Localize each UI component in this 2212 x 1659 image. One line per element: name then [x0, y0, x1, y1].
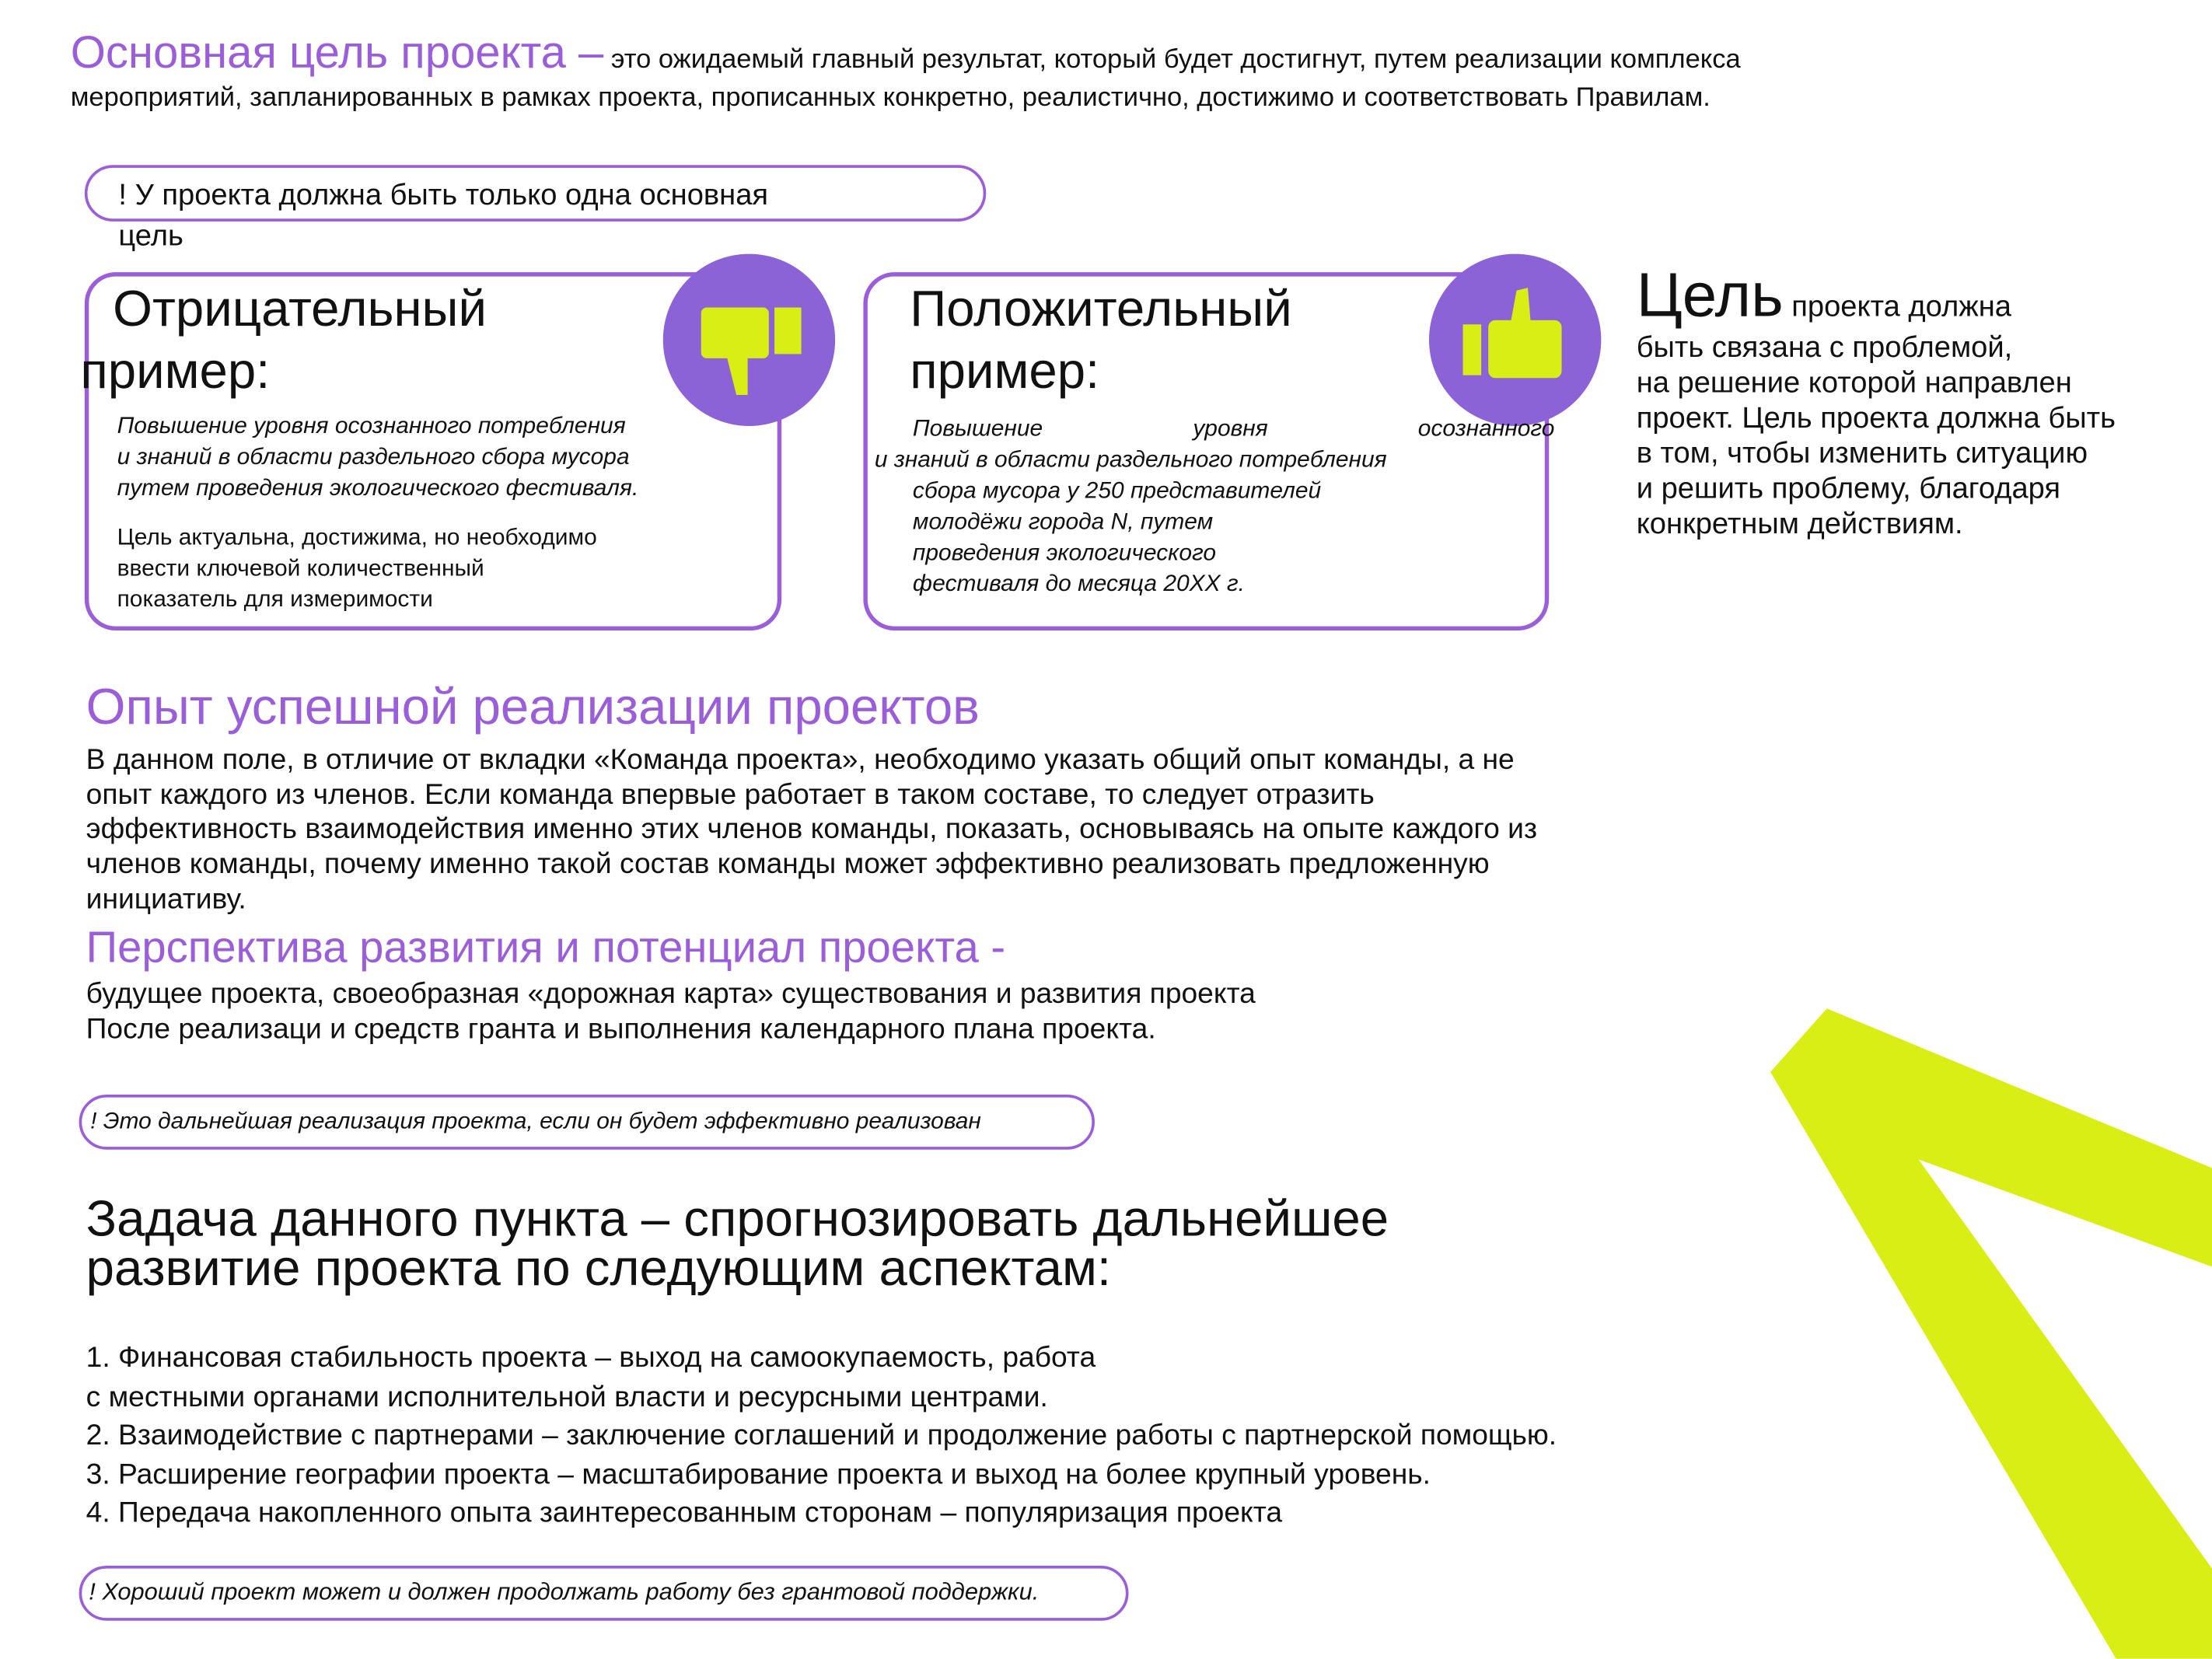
task-list	[86, 1339, 1557, 1532]
negative-title	[80, 278, 487, 402]
one-goal-note	[118, 175, 768, 257]
note-line: цель	[118, 220, 183, 253]
title-line: пример:	[80, 341, 271, 400]
goal-explanation	[1637, 262, 2116, 541]
positive-title	[910, 278, 1291, 402]
example-line: сбора мусора у 250 представителей	[912, 478, 1322, 504]
example-line: проведения экологического	[912, 540, 1217, 566]
goal-line: в том, чтобы изменить ситуацию	[1636, 437, 2088, 470]
intro-text-line1: это ожидаемый главный результат, который будет достигнут, путем реализации комплекса	[610, 45, 1741, 75]
comment-line: Цель актуальна, достижима, но необходимо	[117, 524, 597, 550]
goal-line: конкретным действиям.	[1636, 508, 1963, 540]
text-line: эффективность взаимодействия именно этих членов команды, показать, основываясь на опыте каждого из	[86, 812, 1538, 846]
task-note: ! Хороший проект может и должен продолжать работу без грантовой поддержки.	[89, 1578, 1040, 1605]
goal-line: быть связана с проблемой,	[1636, 331, 2013, 365]
text-line: опыт каждого из членов. Если команда впервые работает в таком составе, то следует отразить	[86, 778, 1375, 811]
intro-paragraph	[70, 26, 2187, 117]
experience-text	[86, 743, 1537, 917]
example-line: Повышение уровня осознанного потребления	[117, 413, 626, 439]
perspective-text	[86, 976, 1256, 1047]
perspective-title: Перспектива развития и потенциал проекта -	[86, 922, 1006, 973]
example-line: и знаний в области раздельного сбора мусора	[117, 444, 630, 470]
note-line: ! У проекта должна быть только одна основная	[118, 179, 769, 212]
example-line: фестиваля до месяца 20XX г.	[912, 571, 1245, 597]
word: Повышение	[912, 416, 1043, 442]
negative-comment	[117, 522, 597, 615]
experience-title: Опыт успешной реализации проектов	[86, 676, 980, 735]
text-line: будущее проекта, своеобразная «дорожная карта» существования и развития проекта	[86, 977, 1256, 1011]
list-item: 3. Расширение географии проекта – масштабирование проекта и выход на более крупный уровень.	[86, 1458, 1431, 1490]
goal-line: проекта должна	[1791, 290, 2011, 323]
task-title	[86, 1189, 1389, 1297]
perspective-note: ! Это дальнейшая реализация проекта, если он будет эффективно реализован	[90, 1109, 981, 1134]
goal-line: и решить проблему, благодаря	[1636, 472, 2061, 505]
example-line: молодёжи города N, путем	[912, 508, 1214, 535]
list-item: 1. Финансовая стабильность проекта – выход на самоокупаемость, работа	[86, 1341, 1096, 1374]
thumbs-down-icon	[663, 254, 835, 426]
thumbs-up-icon	[1429, 254, 1601, 426]
goal-line: на решение которой направлен	[1636, 366, 2072, 400]
word: осознанного	[1417, 416, 1555, 442]
title-line: развитие проекта по следующим аспектам:	[86, 1238, 1112, 1297]
negative-example-text	[117, 410, 639, 504]
positive-line2	[875, 445, 1387, 476]
text-line: членов команды, почему именно такой состав команды может эффективно реализовать предложенную	[86, 847, 1490, 881]
text-line: инициативу.	[86, 882, 246, 916]
positive-line1	[913, 414, 1555, 445]
text-line: В данном поле, в отличие от вкладки «Команда проекта», необходимо указать общий опыт команды, а не	[86, 743, 1515, 776]
word: уровня	[1193, 416, 1268, 442]
goal-big-word: Цель	[1636, 260, 1784, 330]
comment-line: показатель для измеримости	[117, 586, 433, 613]
text-line: После реализаци и средств гранта и выполнения календарного плана проекта.	[86, 1012, 1156, 1046]
positive-rest	[913, 475, 1321, 599]
title-line: Отрицательный	[113, 279, 487, 337]
example-line: путем проведения экологического фестиваля.	[117, 475, 639, 501]
list-item: 2. Взаимодействие с партнерами – заключение соглашений и продолжение работы с партнерской помощью.	[86, 1419, 1557, 1452]
title-line: Положительный	[910, 279, 1292, 337]
intro-text-line2: мероприятий, запланированных в рамках проекта, прописанных конкретно, реалистично, достижимо и соответствовать Правилам.	[70, 83, 1711, 114]
title-line: пример:	[910, 341, 1100, 400]
title-line: Задача данного пункта – спрогнозировать дальнейшее	[86, 1189, 1389, 1247]
intro-title: Основная цель проекта –	[70, 26, 604, 78]
example-line: и знаний в области раздельного	[874, 447, 1233, 473]
positive-overflow-word: потребления	[1239, 447, 1387, 473]
list-item: 4. Передача накопленного опыта заинтересованным сторонам – популяризация проекта	[86, 1497, 1283, 1529]
goal-line: проект. Цель проекта должна быть	[1636, 402, 2116, 435]
comment-line: ввести ключевой количественный	[117, 555, 484, 582]
list-item: с местными органами исполнительной власти и ресурсными центрами.	[86, 1380, 1048, 1413]
